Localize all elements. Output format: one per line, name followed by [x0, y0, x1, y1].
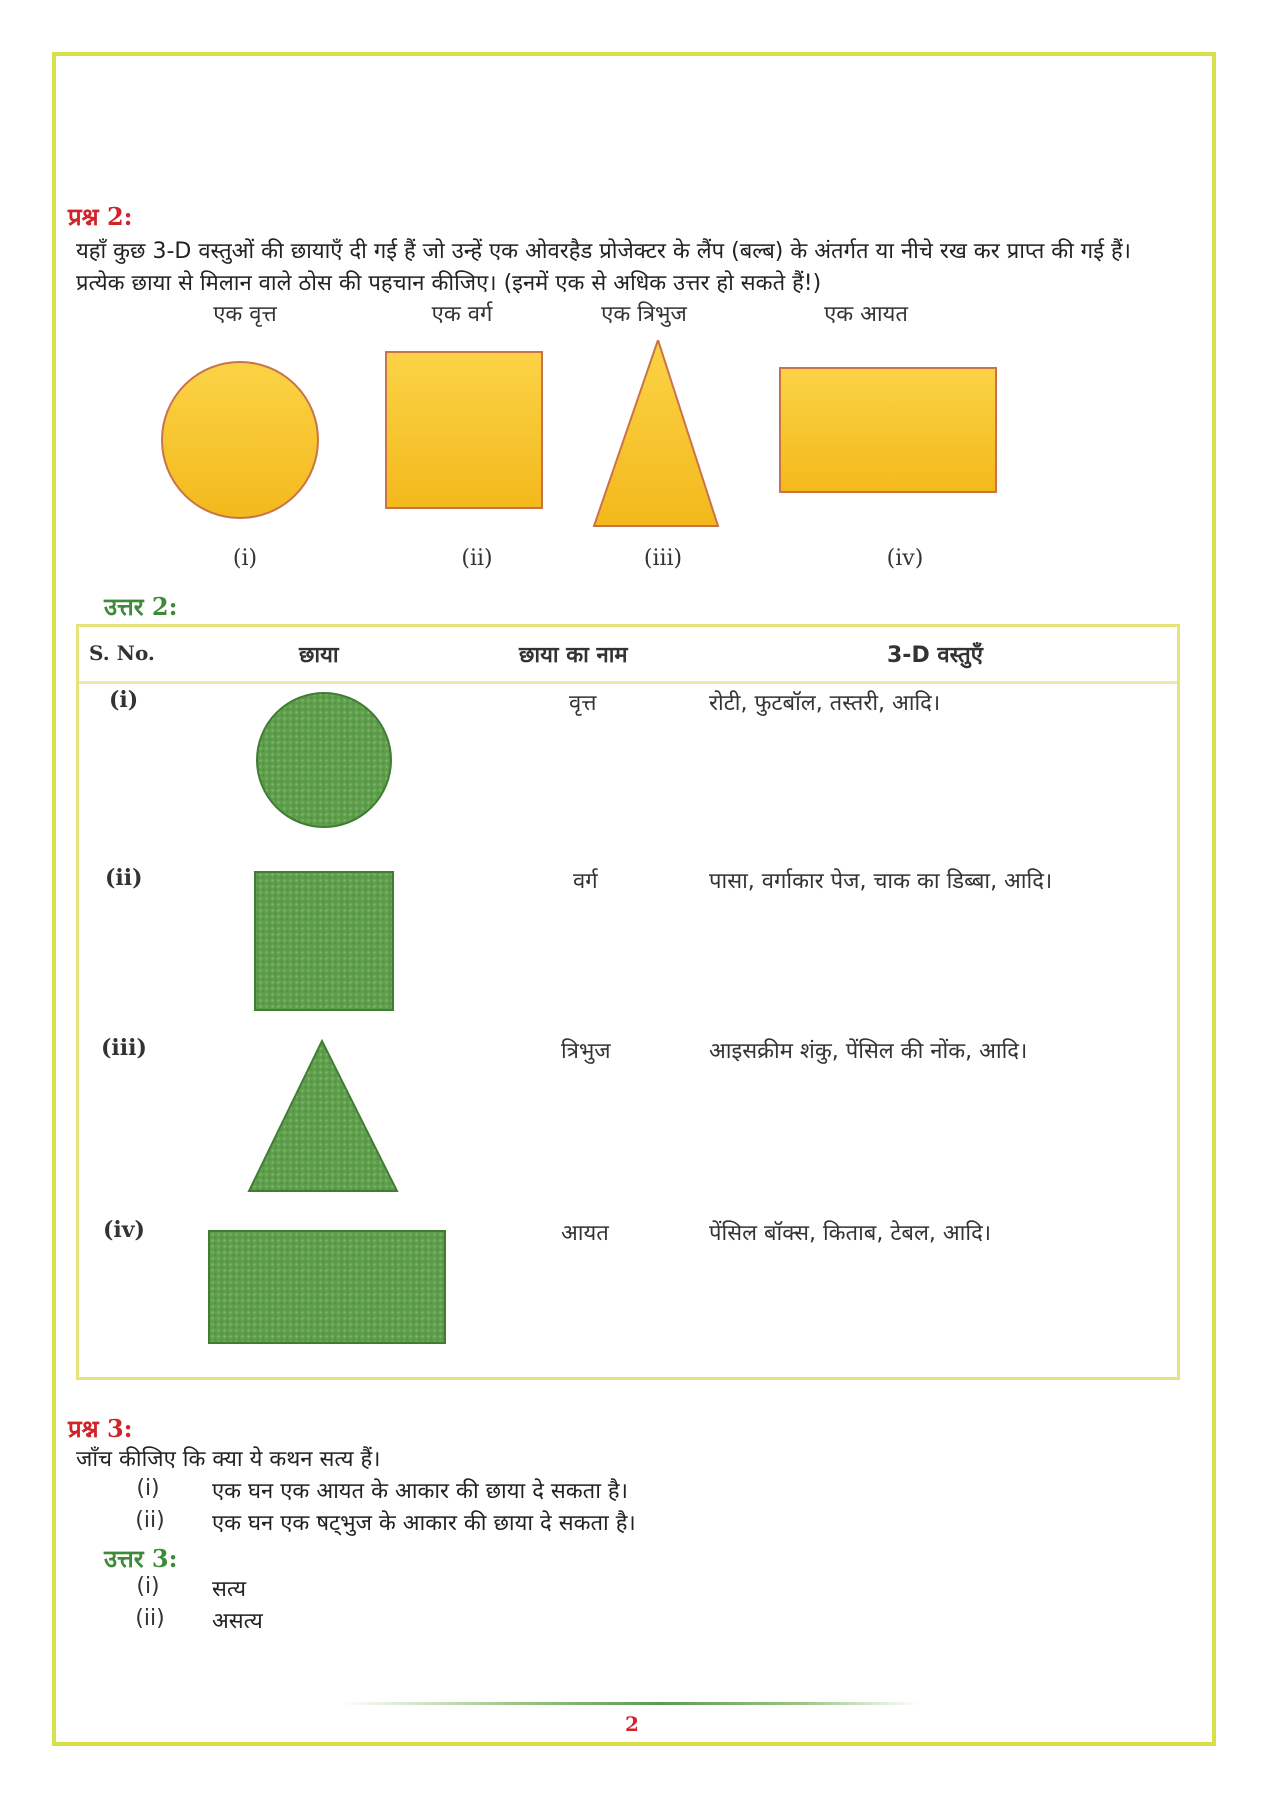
page-number: 2 [625, 1712, 639, 1736]
shape-numeral-iv: (iv) [886, 546, 924, 571]
row-1-name: वृत्त [569, 691, 597, 716]
row-4-name: आयत [561, 1221, 609, 1246]
answer-3-title: उत्तर 3: [104, 1544, 178, 1573]
question-2-title: प्रश्न 2: [68, 202, 133, 231]
yellow-square-shape [386, 352, 542, 508]
green-shadow-shapes [79, 627, 499, 1377]
footer-divider [340, 1702, 920, 1705]
header-shadow: छाया [299, 643, 339, 668]
row-1-sno: (i) [109, 687, 139, 713]
row-4-sno: (iv) [103, 1217, 145, 1243]
question-3-item-2-num: (ii) [135, 1508, 165, 1533]
yellow-circle-shape [162, 362, 318, 518]
row-2-sno: (ii) [105, 865, 143, 891]
answer-3-item-2-num: (ii) [135, 1606, 165, 1631]
row-3-name: त्रिभुज [561, 1039, 611, 1064]
question-3-text: जाँच कीजिए कि क्या ये कथन सत्य हैं। [76, 1447, 381, 1472]
question-2-text: यहाँ कुछ 3-D वस्तुओं की छायाएँ दी गई हैं जो उन्हें एक ओवरहैड प्रोजेक्टर के लैंप (बल्ब) के अंतर्गत या नीचे रख कर प्राप्त की गई हैं। प्रत्येक छाया से मिलान वाले ठोस की पहचान कीजिए। (इनमें एक से अधिक उत्तर हो सकते हैं!) [76, 239, 1132, 296]
shape-label-triangle: एक त्रिभुज [601, 302, 687, 327]
question-3-item-1-num: (i) [136, 1476, 160, 1501]
answer-3-item-2-text: असत्य [212, 1609, 263, 1634]
header-sno: S. No. [89, 641, 155, 665]
row-2-objects: पासा, वर्गाकार पेज, चाक का डिब्बा, आदि। [709, 869, 1053, 894]
green-triangle-shadow [249, 1041, 397, 1191]
header-shadow-name: छाया का नाम [519, 643, 628, 668]
question-3-item-1-text: एक घन एक आयत के आकार की छाया दे सकता है। [212, 1479, 628, 1504]
green-rectangle-shadow [209, 1231, 445, 1343]
header-3d-objects: 3-D वस्तुएँ [887, 643, 983, 668]
shape-numeral-ii: (ii) [461, 546, 493, 571]
green-circle-shadow [257, 693, 391, 827]
row-3-objects: आइसक्रीम शंकु, पेंसिल की नोंक, आदि। [709, 1039, 1028, 1064]
row-1-objects: रोटी, फुटबॉल, तस्तरी, आदि। [709, 691, 941, 716]
shape-label-square: एक वर्ग [431, 302, 493, 327]
row-4-objects: पेंसिल बॉक्स, किताब, टेबल, आदि। [709, 1221, 992, 1246]
yellow-shapes [140, 340, 1040, 540]
row-2-name: वर्ग [573, 869, 598, 894]
question-3-title: प्रश्न 3: [68, 1414, 133, 1443]
answer-3-item-1-text: सत्य [212, 1577, 247, 1602]
answer-3-item-1-num: (i) [136, 1574, 160, 1599]
shape-label-circle: एक वृत्त [213, 302, 277, 327]
green-square-shadow [255, 872, 393, 1010]
answer-table [76, 624, 1180, 1380]
shape-numeral-i: (i) [232, 546, 258, 571]
question-3-item-2-text: एक घन एक षट्भुज के आकार की छाया दे सकता है। [212, 1511, 636, 1536]
shape-label-rectangle: एक आयत [824, 302, 908, 327]
yellow-rectangle-shape [780, 368, 996, 492]
yellow-triangle-shape [594, 340, 718, 526]
shape-numeral-iii: (iii) [643, 546, 683, 571]
answer-2-title: उत्तर 2: [104, 592, 178, 621]
row-3-sno: (iii) [101, 1035, 147, 1061]
